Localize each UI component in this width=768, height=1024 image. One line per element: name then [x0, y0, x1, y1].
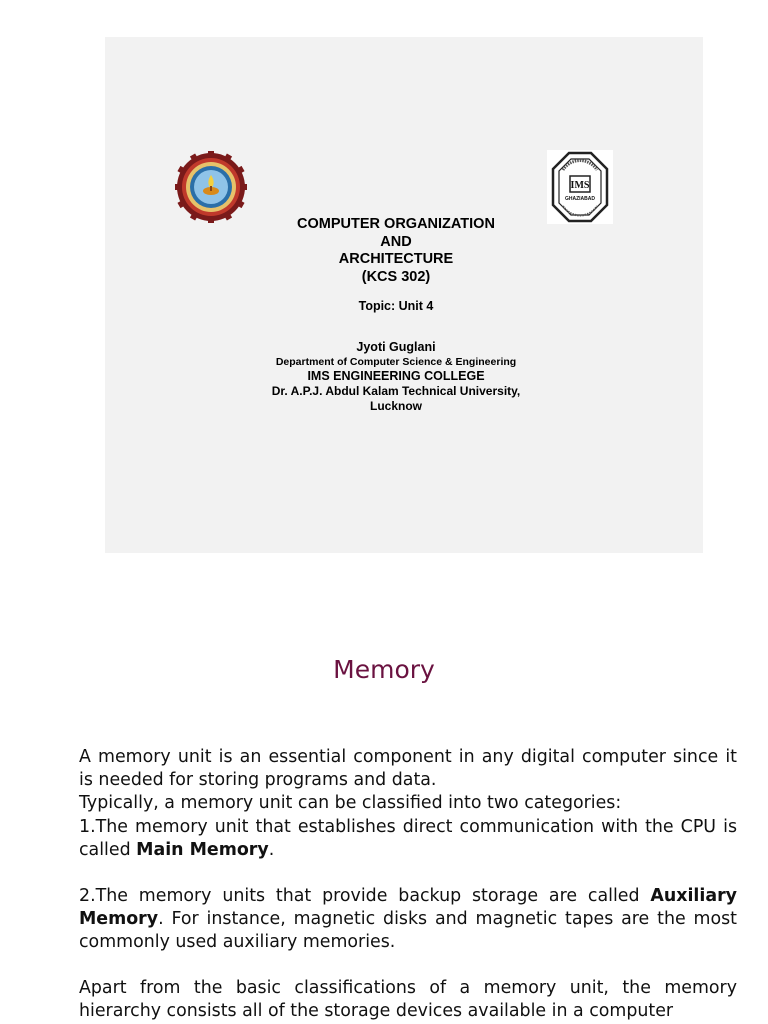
college-name: IMS ENGINEERING COLLEGE [307, 369, 485, 383]
slide-title [105, 216, 687, 286]
title-line-1: COMPUTER ORGANIZATION [297, 216, 495, 232]
paragraph-intro: A memory unit is an essential component in any digital computer since it is needed for storing programs and data. [79, 747, 737, 791]
paragraph-hierarchy: Apart from the basic classifications of a memory unit, the memory hierarchy consists all of the storage devices available in a computer [79, 977, 737, 1021]
paragraph-auxiliary-memory [79, 885, 737, 955]
university-seal-icon [175, 151, 247, 223]
author-info [105, 340, 687, 414]
section-heading: Memory [333, 655, 435, 684]
university-line-1: Dr. A.P.J. Abdul Kalam Technical University, [271, 383, 521, 398]
auxiliary-memory-term: Auxiliary Memory [79, 885, 737, 929]
title-slide [105, 37, 703, 553]
body-text [79, 746, 737, 1023]
topic-label: Topic: Unit 4 [358, 299, 434, 313]
svg-text:GHAZIABAD: GHAZIABAD [565, 196, 595, 202]
paragraph-categories: Typically, a memory unit can be classified into two categories: [79, 793, 622, 814]
main-memory-text: 1.The memory unit that establishes direct communication with the CPU is called [79, 816, 737, 860]
main-memory-term: Main Memory [136, 839, 269, 860]
main-memory-end: . [268, 839, 275, 860]
university-line-2: Lucknow [369, 398, 422, 413]
svg-text:IMS: IMS [570, 180, 590, 191]
title-line-4: (KCS 302) [361, 268, 431, 285]
college-emblem-icon [547, 150, 613, 224]
department-name: Department of Computer Science & Engineering [275, 355, 517, 368]
title-line-2: AND [380, 233, 412, 250]
auxiliary-memory-rest: . For instance, magnetic disks and magnetic tapes are the most commonly used auxiliary memories. [79, 908, 737, 952]
author-name: Jyoti Guglani [356, 340, 436, 354]
title-line-3: ARCHITECTURE [338, 251, 454, 267]
auxiliary-memory-text: 2.The memory units that provide backup storage are called [79, 885, 651, 906]
paragraph-main-memory [79, 816, 737, 862]
